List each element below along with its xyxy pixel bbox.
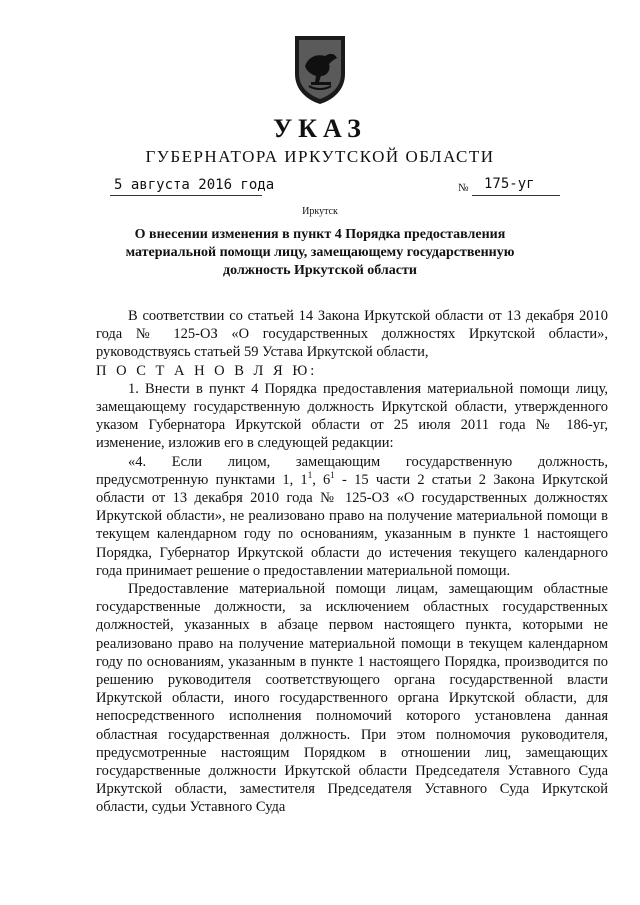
decree-heading <box>120 226 520 280</box>
decree-body <box>96 307 608 817</box>
decree-word: П О С Т А Н О В Л Я Ю: <box>96 362 318 379</box>
clause-1-paragraph: 1. Внести в пункт 4 Порядка предоставления материальной помощи лицу, замещающему государственную должность Иркутской области, утвержденного указом Губернатора Иркутской области от 25 июля 2011 года № 186-уг, изменение, изложив его в следующей редакции: <box>96 380 608 452</box>
number-sign: № <box>458 182 469 194</box>
clause-4-paragraph <box>96 453 608 580</box>
clause-4-text-c: - 15 части 2 статьи 2 Закона Иркутской области от 13 декабря 2010 года № 125-ОЗ «О государственных должностях Иркутской области», не реализовано право на получение материальной помощи в текущем календарном году по основаниям, указанным в пункте 1 настоящего Порядка, Губернатор Иркутской области до истечения текущего календарного года принимает решение о предоставлении материальной помощи. <box>96 471 608 579</box>
clause-4-sup-2: 1 <box>330 470 335 480</box>
clause-4-sup-1: 1 <box>307 470 313 480</box>
decree-number: 175-уг <box>484 176 535 192</box>
clause-4-text-a: «4. Если лицом, замещающим государственную должность, предусмотренную пунктами 1, 1 <box>96 453 608 488</box>
heading-line-3: должность Иркутской области <box>223 263 417 278</box>
decree-city: Иркутск <box>302 206 338 217</box>
number-underline <box>472 195 560 196</box>
preamble-paragraph: В соответствии со статьей 14 Закона Иркутской области от 13 декабря 2010 года № 125-ОЗ «О государственных должностях Иркутской области», руководствуясь статьей 59 Устава Иркутской области, <box>96 308 608 361</box>
irkutsk-coat-of-arms-icon <box>291 32 349 106</box>
material-aid-paragraph: Предоставление материальной помощи лицам, замещающим областные государственные должности, за исключением областных государственных должностей, указанных в абзаце первом настоящего пункта, которыми не реализовано право на получение материальной помощи в текущем календарном году по основаниям, указанным в пункте 1 настоящего Порядка, производится по решению руководителя соответствующего органа государственной власти Иркутской области, иного государственного органа Иркутской области, для непосредственного исполнения полномочий которого установлена данная областная государственная должность. При этом полномочия руководителя, предусмотренные настоящим Порядком в отношении лиц, замещающих государственные должности Иркутской области Председателя Уставного Суда Иркутской области, заместителя Председателя Уставного Суда Иркутской области, судьи Уставного Суда <box>96 581 608 816</box>
heading-line-2: материальной помощи лицу, замещающему государственную <box>125 245 515 260</box>
decree-date: 5 августа 2016 года <box>114 177 275 193</box>
heading-line-1: О внесении изменения в пункт 4 Порядка предоставления <box>134 227 506 242</box>
clause-4-text-b: , 6 <box>312 471 331 488</box>
date-underline <box>110 195 262 196</box>
document-subtitle: ГУБЕРНАТОРА ИРКУТСКОЙ ОБЛАСТИ <box>145 147 495 166</box>
document-title: УКАЗ <box>273 114 367 143</box>
